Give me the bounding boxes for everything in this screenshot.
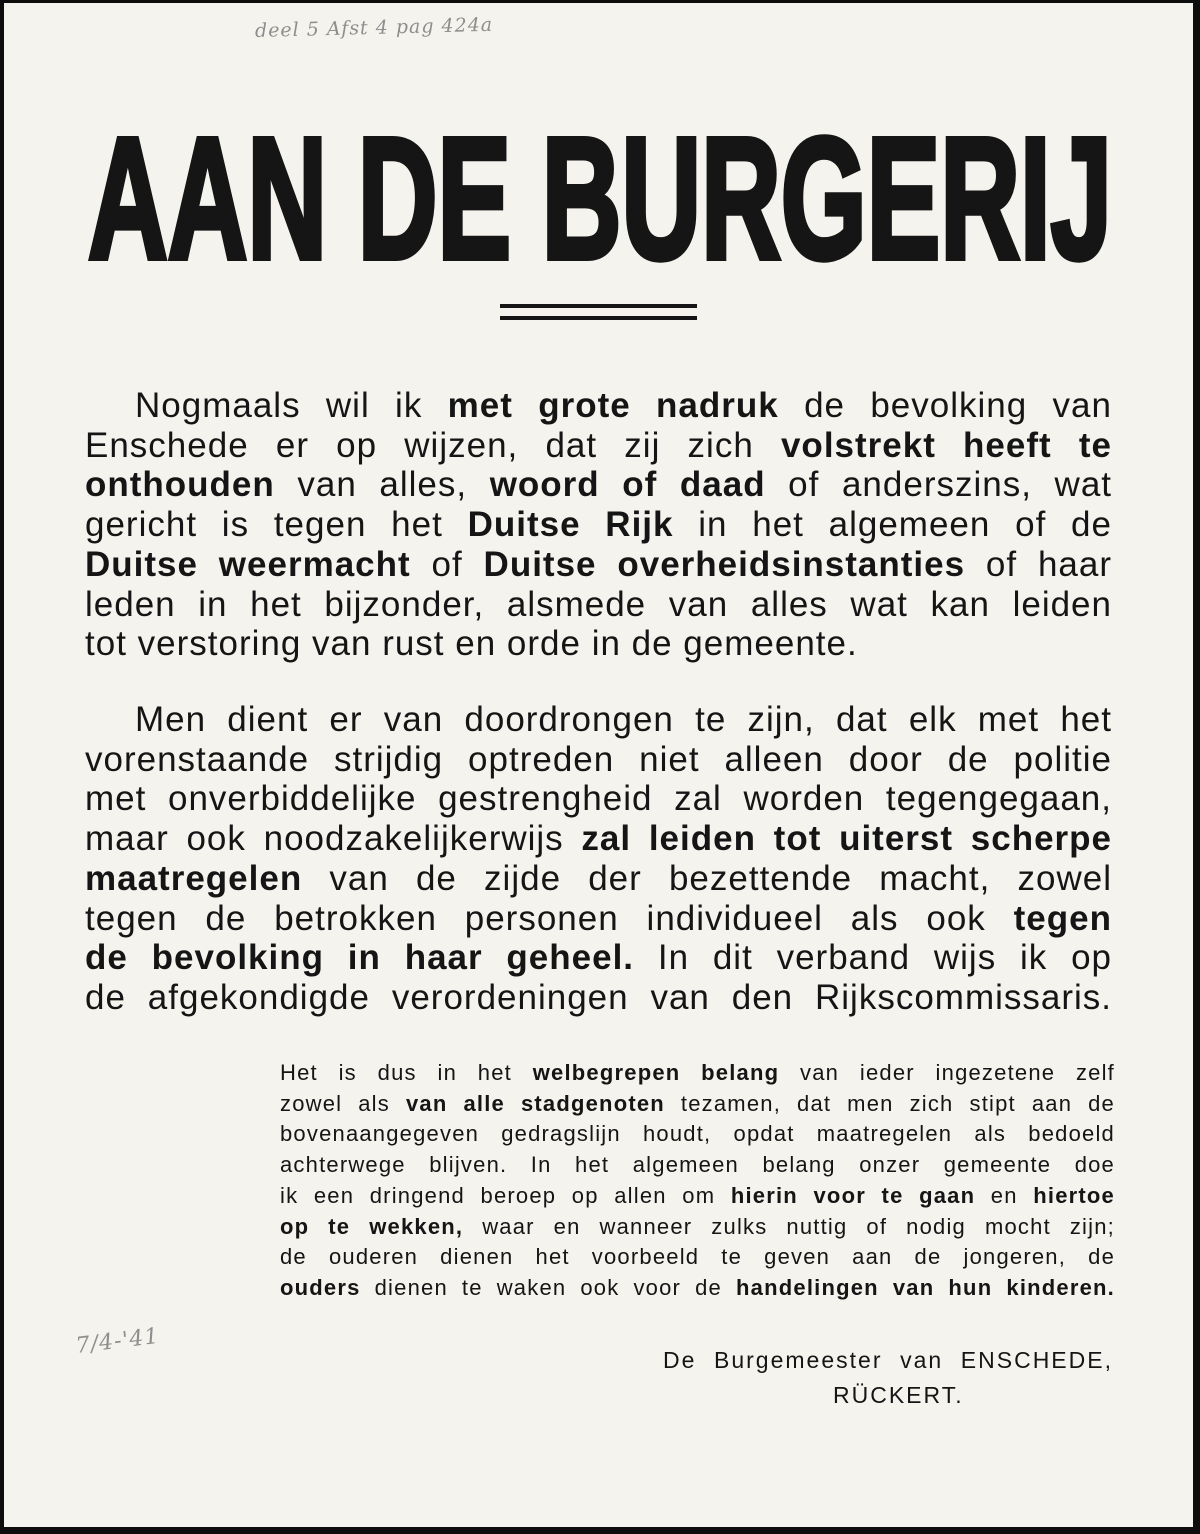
emphasized-text: tegen	[1013, 898, 1112, 938]
body-text: dienen te waken ook voor de	[360, 1274, 737, 1300]
body-text: de bevolking van	[778, 386, 1112, 425]
emphasized-text: woord of daad	[489, 465, 766, 505]
text-line	[280, 1089, 1115, 1120]
text-line	[85, 465, 1112, 505]
body-text: tegen de betrokken personen individueel als ook	[85, 898, 1014, 938]
emphasized-text: Duitse overheidsinstanties	[483, 544, 966, 584]
emphasized-text: maatregelen	[85, 858, 303, 898]
emphasized-text: hierin voor te gaan	[730, 1182, 976, 1208]
text-line	[85, 426, 1112, 466]
emphasized-text: van alle stadgenoten	[405, 1090, 665, 1116]
body-text: achterwege blijven. In het algemeen belang onzer gemeente doe	[280, 1152, 1115, 1178]
paragraph-consequences	[85, 700, 1112, 1018]
body-text: maar ook noodzakelijkerwijs	[85, 819, 582, 859]
body-text: Het is dus in het	[280, 1060, 533, 1085]
body-text: of haar	[965, 544, 1112, 584]
poster-title	[86, 101, 1114, 295]
emphasized-text: volstrekt heeft te	[780, 425, 1112, 465]
emphasized-text: ouders	[280, 1274, 361, 1300]
body-text: zowel als	[280, 1090, 406, 1116]
body-text: tot verstoring van rust en orde in de gemeente.	[85, 624, 858, 664]
text-line	[85, 624, 1112, 664]
emphasized-text: zal leiden tot uiterst scherpe	[581, 819, 1112, 859]
text-line	[85, 779, 1112, 819]
body-text: gericht is tegen het	[85, 505, 468, 545]
body-text: Nogmaals wil ik	[135, 386, 448, 425]
text-line	[280, 1242, 1115, 1273]
body-text: waar en wanneer zulks nuttig of nodig mocht zijn;	[463, 1213, 1115, 1239]
body-text: de afgekondigde verordeningen van den Rijkscommissaris.	[85, 977, 1112, 1017]
text-line	[280, 1181, 1115, 1212]
text-line	[85, 859, 1112, 899]
emphasized-text: met grote nadruk	[447, 386, 779, 425]
body-text: Men dient er van doordrongen te zijn, dat elk met het	[135, 700, 1112, 739]
text-line	[280, 1058, 1115, 1089]
body-text: in het algemeen of de	[673, 505, 1112, 545]
emphasized-text: Duitse Rijk	[467, 505, 674, 545]
text-line	[85, 545, 1112, 585]
emphasized-text: hiertoe	[1033, 1182, 1115, 1208]
emphasized-text: op te wekken,	[280, 1213, 464, 1239]
text-line	[85, 505, 1112, 545]
body-text: vorenstaande strijdig optreden niet alleen door de politie	[85, 739, 1112, 779]
text-line	[85, 386, 1112, 426]
body-text: ik een dringend beroep op allen om	[280, 1182, 731, 1208]
paragraph-appeal	[280, 1058, 1115, 1304]
text-line	[85, 585, 1112, 625]
paragraph-warning	[85, 386, 1112, 664]
body-text: van alles,	[274, 465, 490, 505]
text-line	[85, 938, 1112, 978]
handwritten-archive-note: deel 5 Afst 4 pag 424a	[254, 13, 494, 42]
text-line	[280, 1273, 1115, 1304]
body-text: of anderszins, wat	[765, 465, 1113, 505]
double-rule-bottom-line	[500, 316, 697, 320]
handwritten-date-note: 7/4-'41	[74, 1323, 161, 1359]
body-text: en	[975, 1182, 1034, 1208]
emphasized-text: onthouden	[85, 465, 275, 505]
emphasized-text: de bevolking in haar geheel.	[85, 938, 635, 978]
emphasized-text: welbegrepen belang	[532, 1060, 780, 1085]
poster-title-text: AAN DE BURGERIJ	[88, 101, 1112, 295]
body-text: de ouderen dienen het voorbeeld te geven aan de jongeren, de	[280, 1244, 1115, 1270]
text-line	[85, 740, 1112, 780]
text-line	[280, 1212, 1115, 1243]
body-text: met onverbiddelijke gestrengheid zal worden tegengegaan,	[85, 779, 1112, 819]
body-text: tezamen, dat men zich stipt aan de	[664, 1090, 1115, 1116]
body-text: bovenaangegeven gedragslijn houdt, opdat maatregelen als bedoeld	[280, 1121, 1115, 1147]
emphasized-text: handelingen van hun kinderen.	[736, 1274, 1115, 1300]
double-rule-top-line	[500, 304, 697, 308]
text-line	[85, 899, 1112, 939]
text-line	[85, 819, 1112, 859]
body-text: leden in het bijzonder, alsmede van alles wat kan leiden	[85, 584, 1112, 624]
text-line	[280, 1119, 1115, 1150]
emphasized-text: Duitse weermacht	[85, 544, 411, 584]
body-text: van ieder ingezetene zelf	[779, 1060, 1115, 1085]
body-text: van de zijde der bezettende macht, zowel	[302, 858, 1112, 898]
body-text: of	[410, 544, 484, 584]
signature-name: RÜCKERT.	[833, 1382, 964, 1408]
text-line	[280, 1150, 1115, 1181]
body-text: Enschede er op wijzen, dat zij zich	[85, 425, 781, 465]
text-line	[85, 700, 1112, 740]
signature-office: De Burgemeester van ENSCHEDE,	[663, 1347, 1113, 1373]
text-line	[85, 978, 1112, 1018]
body-text: In dit verband wijs ik op	[634, 938, 1113, 978]
